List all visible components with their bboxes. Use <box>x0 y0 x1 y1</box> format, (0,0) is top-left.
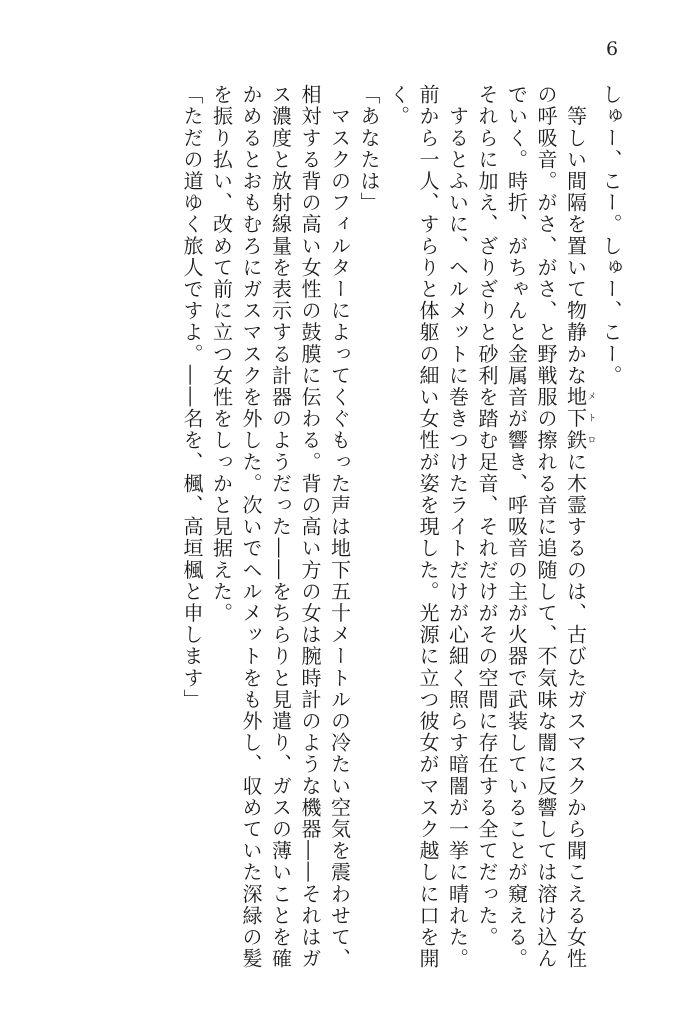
paragraph-3-text: するとふいに、ヘルメットに巻きつけたライトだけが心細く照らす暗闇が一挙に晴れた。前から一人、すらりと体躯の細い女性が姿を現した。光源に立つ彼女がマスク越しに口を開く。 <box>386 84 470 970</box>
novel-text-block <box>65 84 625 974</box>
paragraph-2-text-a: 等しい間隔を置いて物静かな <box>563 105 588 387</box>
paragraph-6 <box>177 84 207 974</box>
paragraph-1-text: しゅー、こー。しゅー、こー。 <box>599 84 623 387</box>
paragraph-5 <box>206 84 354 974</box>
page-number: 6 <box>606 38 619 60</box>
paragraph-6-text: 「ただの道ゆく旅人ですよ。――名を、楓、高垣楓と申します」 <box>180 84 204 711</box>
ruby-reading: メトロ <box>585 386 596 452</box>
paragraph-5-text: マスクのフィルターによってくぐもった声は地下五十メートルの冷たい空気を震わせて、相対する背の高い女性の鼓膜に伝わる。背の高い方の女は腕時計のような機器――それはガス濃度と放射線量を表示する計器のようだった――をちらりと見遣り、ガスの薄いことを確かめるとおもむろにガスマスクを外した。次いでヘルメットをも外し、収めていた深緑の髪を振り払い、改めて前に立つ女性をしっかと見据えた。 <box>209 84 352 970</box>
paragraph-1 <box>596 84 626 974</box>
paragraph-2 <box>472 84 596 974</box>
ruby-metro <box>563 386 596 452</box>
paragraph-4-text: 「あなたは」 <box>357 84 381 214</box>
ruby-base: 地下鉄 <box>563 386 588 452</box>
paragraph-3 <box>383 84 472 974</box>
paragraph-2-text-b: に木霊するのは、古びたガスマスクから聞こえる女性の呼吸音。がさ、がさ、と野戦服の擦れる音に追随して、不気味な闇に反響しては溶け込んでいく。時折、がちゃんと金属音が響き、呼吸音の主が火器で武装していることが窺える。それらに加え、ざりざりと砂利を踏む足音、それだけがその空間に存在する全てだった。 <box>475 84 588 970</box>
paragraph-4 <box>354 84 384 974</box>
